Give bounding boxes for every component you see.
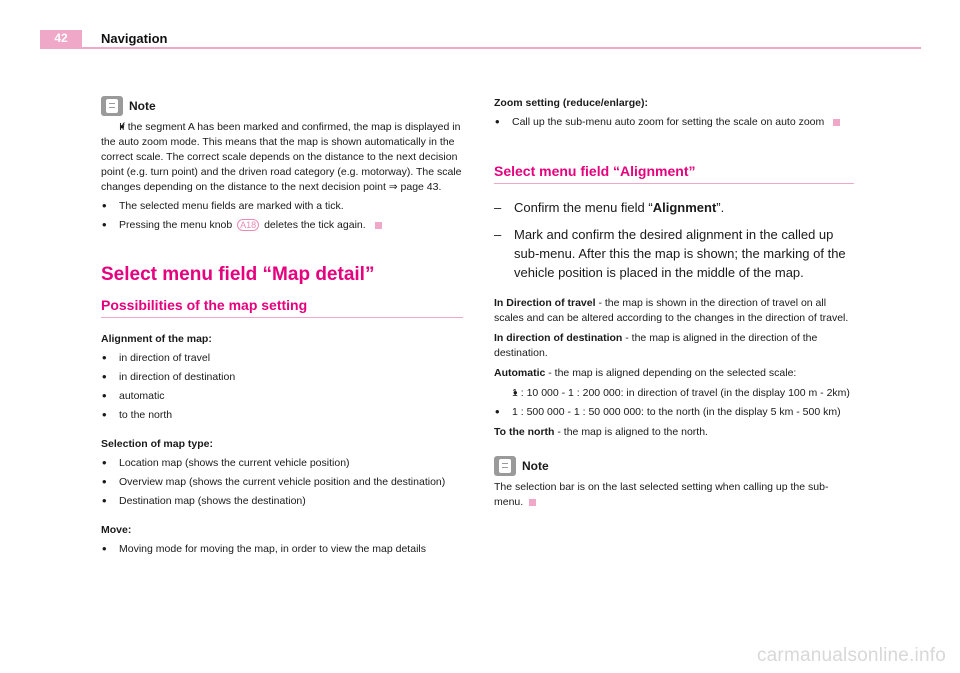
step-text: Confirm the menu field “ — [514, 200, 653, 215]
maptype-title: Selection of map type: — [101, 438, 214, 450]
instruction-step — [494, 198, 854, 217]
section-title: Navigation — [101, 31, 168, 46]
definition-term: In Direction of travel — [494, 297, 596, 309]
definition-text: - the map is shown in the direction of travel on all scales and can be altered according to the changes in the direction of travel. — [494, 297, 849, 324]
list-item: • to the north — [101, 408, 463, 423]
end-mark-icon — [375, 222, 382, 229]
subheading-block — [101, 298, 463, 318]
definition — [494, 296, 854, 326]
definition-term: In direction of destination — [494, 332, 623, 344]
list-item: • 1 : 500 000 - 1 : 50 000 000: to the north (in the display 5 km - 500 km) — [494, 405, 854, 420]
list-item — [494, 115, 854, 130]
definition — [494, 366, 854, 381]
instruction-step — [494, 225, 854, 282]
definition-text: - the map is aligned to the north. — [554, 426, 708, 438]
list-item: • 1 : 10 000 - 1 : 200 000: in direction of travel (in the display 100 m - 2km) — [494, 386, 854, 401]
list-item: • in direction of travel — [101, 351, 463, 366]
definition-term: Automatic — [494, 367, 546, 379]
definition — [494, 331, 854, 361]
watermark: carmanualsonline.info — [756, 645, 946, 666]
step-text: Mark and confirm the desired alignment in the called up sub-menu. After this the map is shown; the marking of the vehicle position is placed in the middle of the map. — [514, 227, 846, 280]
note-text: deletes the tick again. — [264, 219, 366, 231]
zoom-title: Zoom setting (reduce/enlarge): — [494, 97, 649, 109]
list-item: • Location map (shows the current vehicle position) — [101, 456, 463, 471]
list-item: • Moving mode for moving the map, in order to view the map details — [101, 542, 463, 557]
list-item: • in direction of destination — [101, 370, 463, 385]
main-heading: Select menu field “Map detail” — [101, 264, 375, 285]
note-label: Note — [522, 458, 549, 473]
note-bullet — [101, 218, 463, 233]
note-label: Note — [129, 98, 156, 113]
page-number: 42 — [40, 30, 82, 47]
list-item: • automatic — [101, 389, 463, 404]
note-bullet: • If the segment A has been marked and confirmed, the map is displayed in the auto zoom mode. This means that the map is shown automatically in the correct scale. The correct scale depends on the distance to the next decision point (e.g. turn point) and the driven road category (e.g. motorway). The scale changes depending on the distance to the next decision point ⇒ page 43. — [101, 120, 463, 195]
note-icon — [494, 456, 516, 476]
right-column — [494, 96, 854, 514]
end-mark-icon — [529, 499, 536, 506]
subheading: Possibilities of the map setting — [101, 297, 308, 313]
note-text: Pressing the menu knob — [119, 219, 233, 231]
note-heading — [101, 96, 463, 116]
note-icon — [101, 96, 123, 116]
left-column — [101, 96, 463, 561]
subheading-block — [494, 164, 854, 184]
definition-text: - the map is aligned in the direction of the destination. — [494, 332, 818, 359]
move-title: Move: — [101, 524, 132, 536]
list-item: • Destination map (shows the destination) — [101, 494, 463, 509]
step-dash: – — [494, 227, 502, 242]
note-bullet: • The selected menu fields are marked with a tick. — [101, 199, 463, 214]
alignment-heading: Select menu field “Alignment” — [494, 163, 696, 179]
list-item: • Overview map (shows the current vehicle position and the destination) — [101, 475, 463, 490]
definition-text: - the map is aligned depending on the selected scale: — [545, 367, 797, 379]
note-text: The selection bar is on the last selected setting when calling up the sub-menu. — [494, 481, 829, 508]
step-text: ”. — [716, 200, 725, 215]
header-rule — [40, 47, 921, 49]
end-mark-icon — [833, 119, 840, 126]
zoom-text: Call up the sub-menu auto zoom for setting the scale on auto zoom — [512, 116, 825, 128]
step-dash: – — [494, 200, 502, 215]
alignment-title: Alignment of the map: — [101, 333, 212, 345]
note-heading — [494, 456, 854, 476]
knob-reference-badge: A18 — [237, 219, 259, 231]
definition-term: To the north — [494, 426, 555, 438]
definition — [494, 425, 854, 440]
step-emphasis: Alignment — [652, 200, 717, 215]
